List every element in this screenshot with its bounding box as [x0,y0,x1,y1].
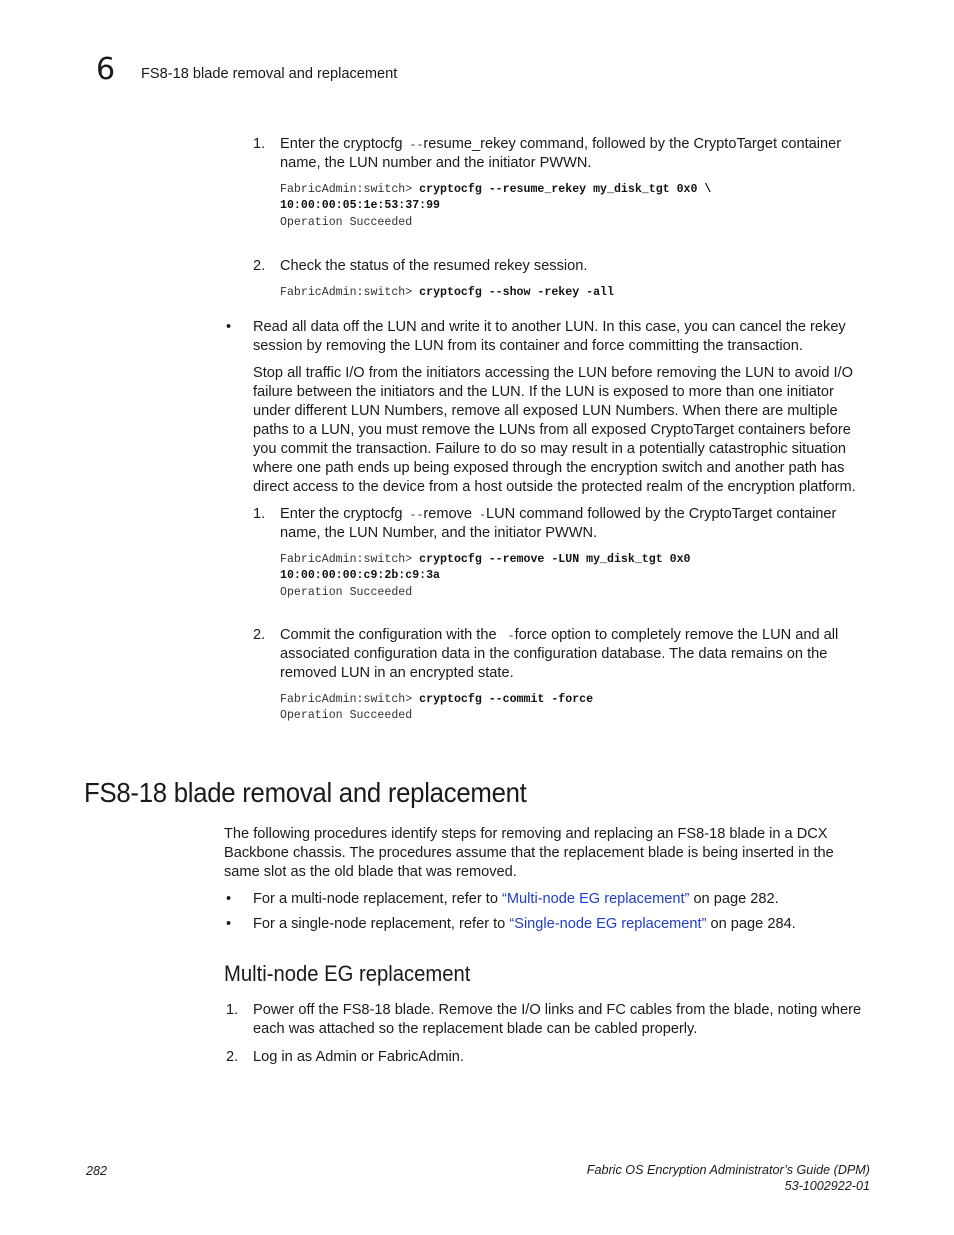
code-block: FabricAdmin:switch> cryptocfg --remove -LUN my_disk_tgt 0x0 10:00:00:00:c9:2b:c9:3a Operation Succeeded [280,553,691,599]
bullet-icon: • [226,916,232,932]
bullet-icon: • [226,891,232,907]
footer-doc-info [587,1162,870,1194]
code-block: FabricAdmin:switch> cryptocfg --resume_rekey my_disk_tgt 0x0 \ 10:00:00:05:1e:53:37:99 Operation Succeeded [280,183,712,229]
running-header-title: FS8-18 blade removal and replacement [141,66,398,82]
intro-paragraph: The following procedures identify steps for removing and replacing an FS8-18 blade in a DCX Backbone chassis. The procedures assume that the replacement blade is being inserted in the same slot as the old blade that was removed. [224,826,834,880]
subsection-heading: Multi-node EG replacement [224,961,471,986]
warning-paragraph: Stop all traffic I/O from the initiators accessing the LUN before removing the LUN to avoid I/O failure between the initiators and the LUN. If the LUN is exposed to more than one initiator under different LUN Numbers, remove all exposed LUN Numbers. When there are multiple paths to a LUN, you must remove the LUNs from all exposed CryptoTarget containers before you commit the transaction. Failure to do so may result in a potentially catastrophic situation where one path ends up being exposed through the encryption switch and another path has direct access to the device from a host outside the protected realm of the encryption platform. [253,365,856,495]
step-number: 1. [253,136,266,152]
step-text: Enter the cryptocfg --resume_rekey command, followed by the CryptoTarget container name, the LUN number and the initiator PWWN. [280,136,842,172]
page-number: 282 [86,1164,108,1178]
bullet-icon: • [226,319,232,335]
footer-doc-number: 53-1002922-01 [784,1179,870,1193]
multi-node-link[interactable]: “Multi-node EG replacement” [502,891,690,907]
code-block: FabricAdmin:switch> cryptocfg --show -rekey -all [280,286,614,299]
footer-guide-title: Fabric OS Encryption Administrator’s Guide (DPM) [586,1163,870,1177]
single-node-link[interactable]: “Single-node EG replacement” [509,916,707,932]
chapter-number: 6 [96,52,116,87]
section-heading: FS8-18 blade removal and replacement [84,777,527,808]
code-block: FabricAdmin:switch> cryptocfg --commit -force Operation Succeeded [280,693,594,723]
